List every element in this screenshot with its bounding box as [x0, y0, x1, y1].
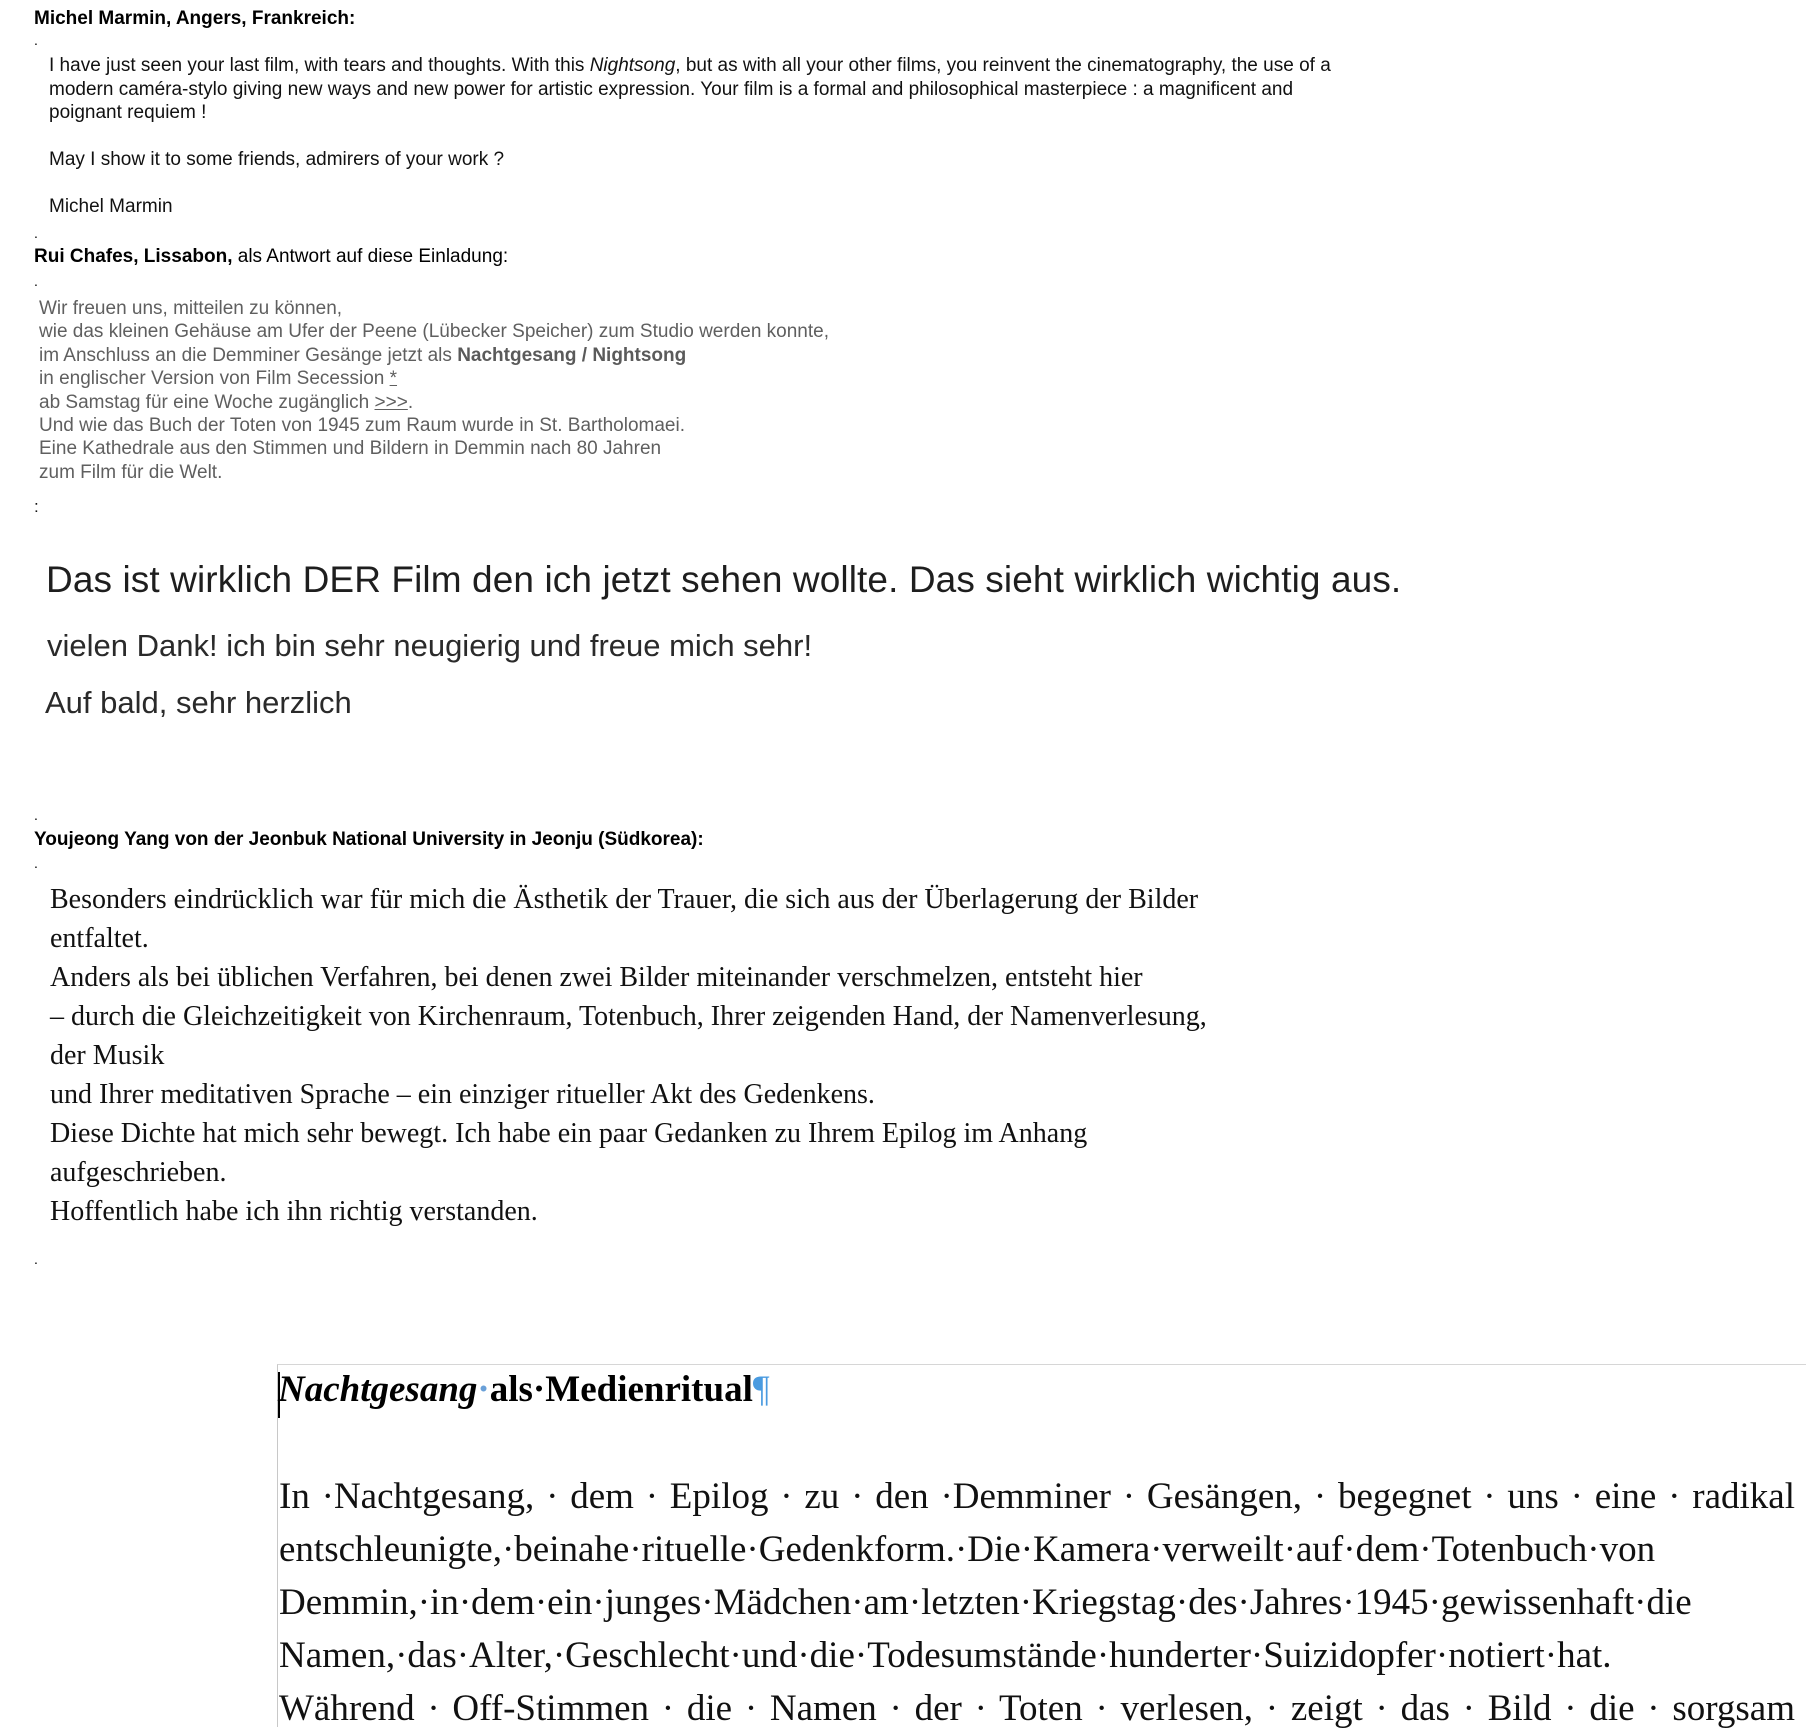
yang-line: der Musik [50, 1040, 165, 1071]
invitation-line: Eine Kathedrale aus den Stimmen und Bildern in Demmin nach 80 Jahren [39, 438, 662, 460]
yang-line: Hoffentlich habe ich ihn richtig verstanden. [50, 1196, 538, 1227]
marmin-heading: Michel Marmin, Angers, Frankreich: [34, 8, 356, 29]
yang-line: aufgeschrieben. [50, 1157, 227, 1188]
asterisk-link[interactable]: * [389, 368, 398, 390]
yang-line: Anders als bei üblichen Verfahren, bei denen zwei Bilder miteinander verschmelzen, entsteht hier [50, 962, 1143, 993]
marmin-para-2: May I show it to some friends, admirers of your work ? [49, 149, 505, 170]
document-title: Nachtgesang·als·Medienritual¶ [278, 1369, 770, 1410]
colon-marker: : [34, 497, 39, 516]
invitation-line: im Anschluss an die Demminer Gesänge jetzt als Nachtgesang / Nightsong [39, 344, 687, 366]
marmin-message [49, 54, 1331, 219]
marmin-line-2: modern caméra-stylo giving new ways and new power for artistic expression. Your film is a formal and philosophical masterpiece : a magnificent and [49, 78, 1294, 100]
film-link[interactable]: >>> [374, 391, 408, 413]
invitation-line: Und wie das Buch der Toten von 1945 zum Raum wurde in St. Bartholomaei. [39, 415, 685, 437]
separator-dot: . [34, 855, 38, 871]
document-line: Während · Off-Stimmen · die · Namen · der · Toten · verlesen, · zeigt · das · Bild · die · sorgsam [279, 1688, 1795, 1729]
document-body[interactable] [279, 1470, 1795, 1735]
invitation-line: in englischer Version von Film Secession * [39, 368, 398, 390]
yang-line: – durch die Gleichzeitigkeit von Kirchenraum, Totenbuch, Ihrer zeigenden Hand, der Namenverlesung, [50, 1001, 1207, 1032]
marmin-line-1: I have just seen your last film, with tears and thoughts. With this Nightsong, but as with all your other films, you reinvent the cinematography, the use of a [49, 55, 1331, 76]
document-line: Namen,·das·Alter,·Geschlecht·und·die·Todesumstände·hunderter·Suizidopfer·notiert·hat. [279, 1635, 1612, 1676]
invitation-line: ab Samstag für eine Woche zugänglich >>>. [39, 391, 414, 413]
reply-line-2: vielen Dank! ich bin sehr neugierig und freue mich sehr! [47, 628, 813, 663]
marmin-line-3: poignant requiem ! [49, 102, 207, 123]
film-title: Nightsong [589, 55, 676, 76]
film-title-bold: Nachtgesang / Nightsong [457, 344, 687, 366]
chafes-heading: Rui Chafes, Lissabon, als Antwort auf diese Einladung: [34, 246, 509, 267]
yang-line: entfaltet. [50, 923, 149, 954]
pilcrow-mark: ¶ [752, 1369, 770, 1410]
document-line: entschleunigte,·beinahe·rituelle·Gedenkform.·Die·Kamera·verweilt·auf·dem·Totenbuch·von [279, 1529, 1656, 1570]
document-line: In ·Nachtgesang, · dem · Epilog · zu · den ·Demminer · Gesängen, · begegnet · uns · eine · radikal [279, 1476, 1795, 1517]
invitation-line: Wir freuen uns, mitteilen zu können, [39, 298, 343, 319]
separator-dot: . [34, 225, 38, 241]
separator-dot: . [34, 807, 38, 823]
yang-heading: Youjeong Yang von der Jeonbuk National University in Jeonju (Südkorea): [34, 829, 704, 850]
separator-dot: . [34, 1251, 38, 1267]
yang-line: Diese Dichte hat mich sehr bewegt. Ich habe ein paar Gedanken zu Ihrem Epilog im Anhang [50, 1118, 1088, 1149]
yang-line: und Ihrer meditativen Sprache – ein einziger ritueller Akt des Gedenkens. [50, 1079, 875, 1110]
invitation-text [39, 297, 829, 484]
invitation-line: zum Film für die Welt. [39, 461, 223, 483]
separator-dot: . [34, 32, 38, 48]
marmin-signature: Michel Marmin [49, 196, 173, 217]
document-line: Demmin,·in·dem·ein·junges·Mädchen·am·letzten·Kriegstag·des·Jahres·1945·gewissenhaft·die [279, 1582, 1692, 1623]
reply-line-3: Auf bald, sehr herzlich [45, 685, 352, 720]
yang-message [50, 880, 1207, 1231]
yang-line: Besonders eindrücklich war für mich die Ästhetik der Trauer, die sich aus der Überlagerung der Bilder [50, 884, 1199, 915]
reply-line-1: Das ist wirklich DER Film den ich jetzt sehen wollte. Das sieht wirklich wichtig aus. [46, 559, 1402, 600]
invitation-line: wie das kleinen Gehäuse am Ufer der Peene (Lübecker Speicher) zum Studio werden konnte, [39, 321, 829, 343]
separator-dot: . [34, 273, 38, 289]
